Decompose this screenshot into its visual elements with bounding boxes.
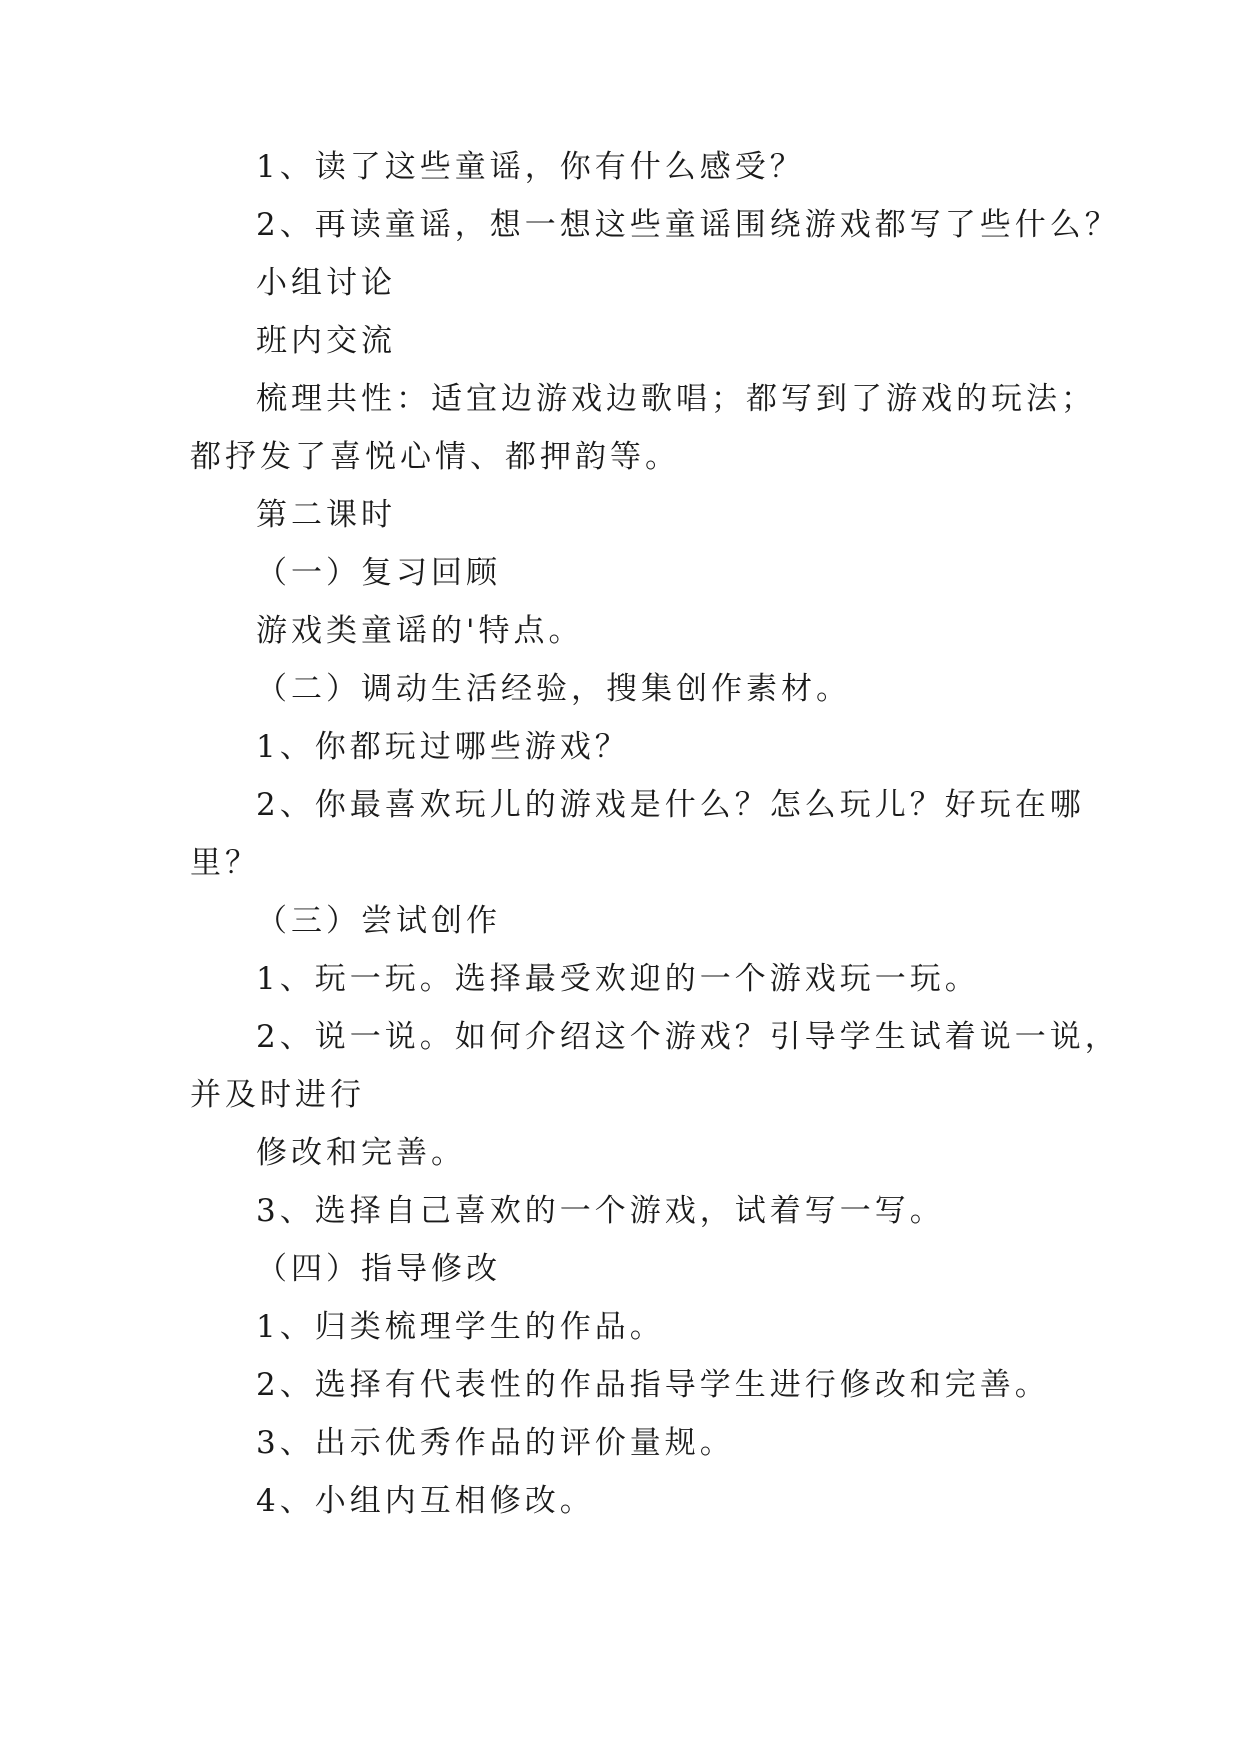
text-line: 小组讨论 [256, 265, 396, 301]
text-line: （三）尝试创作 [256, 903, 501, 939]
text-line: 并及时进行 [190, 1077, 365, 1113]
text-line: 第二课时 [256, 497, 396, 533]
text-line: （二）调动生活经验，搜集创作素材。 [256, 671, 851, 707]
text-line: 修改和完善。 [256, 1135, 466, 1171]
text-line: 3、选择自己喜欢的一个游戏，试着写一写。 [256, 1193, 945, 1229]
text-line: 1、归类梳理学生的作品。 [256, 1309, 665, 1345]
text-line: 2、你最喜欢玩儿的游戏是什么？怎么玩儿？好玩在哪 [256, 787, 1085, 823]
text-line: 里？ [190, 845, 260, 881]
text-line: 游戏类童谣的'特点。 [256, 613, 584, 649]
text-line: 1、玩一玩。选择最受欢迎的一个游戏玩一玩。 [256, 961, 980, 997]
text-line: 班内交流 [256, 323, 396, 359]
text-line: （一）复习回顾 [256, 555, 501, 591]
text-line: 都抒发了喜悦心情、都押韵等。 [190, 439, 680, 475]
text-line: 梳理共性：适宜边游戏边歌唱；都写到了游戏的玩法； [256, 381, 1096, 417]
text-line: 1、读了这些童谣，你有什么感受？ [256, 149, 805, 185]
text-line: 2、选择有代表性的作品指导学生进行修改和完善。 [256, 1367, 1050, 1403]
text-line: 2、说一说。如何介绍这个游戏？引导学生试着说一说， [256, 1019, 1120, 1055]
text-line: 3、出示优秀作品的评价量规。 [256, 1425, 735, 1461]
text-line: （四）指导修改 [256, 1251, 501, 1287]
text-line: 4、小组内互相修改。 [256, 1483, 595, 1519]
text-line: 1、你都玩过哪些游戏？ [256, 729, 630, 765]
text-line: 2、再读童谣，想一想这些童谣围绕游戏都写了些什么？ [256, 207, 1120, 243]
